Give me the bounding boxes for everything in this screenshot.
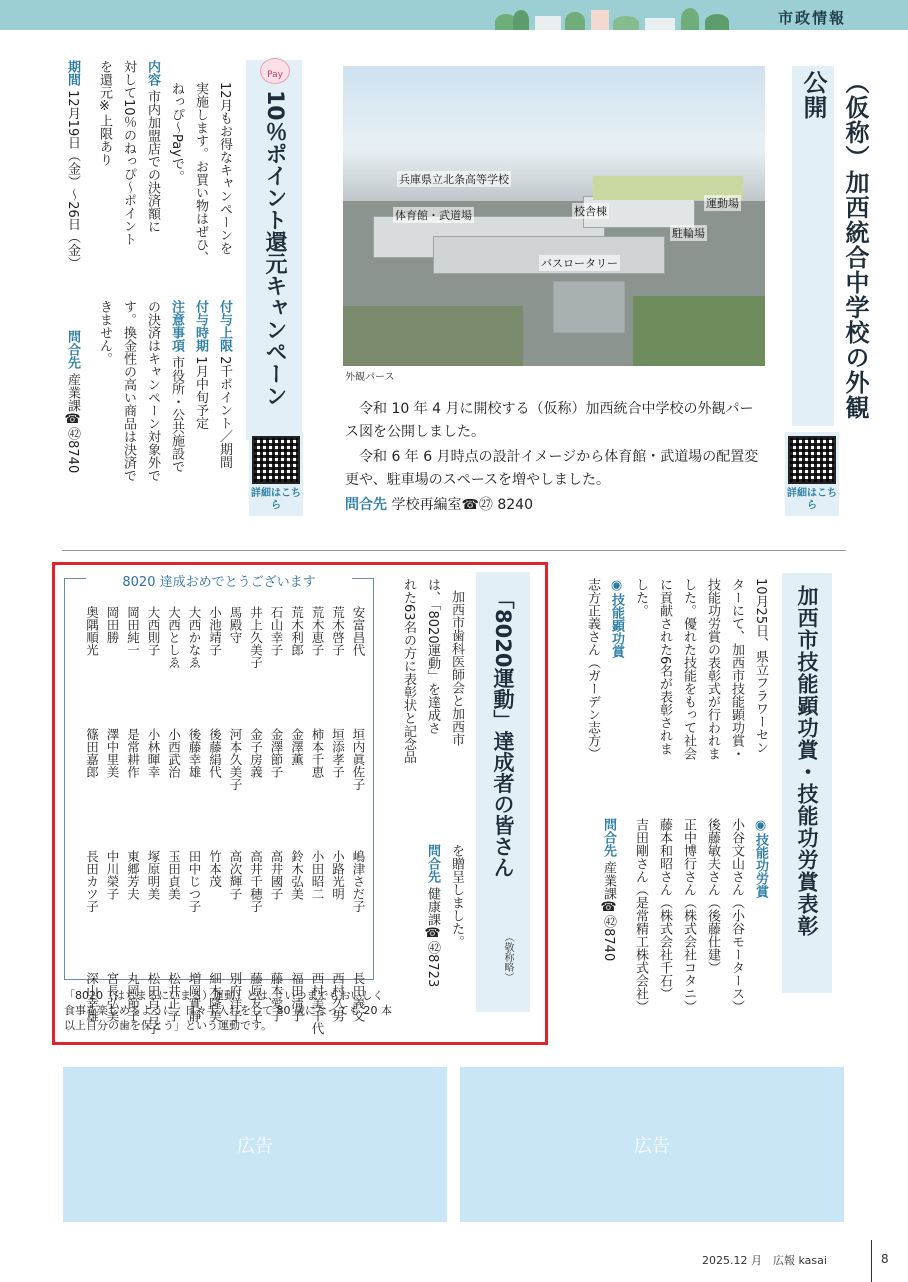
pay-timing-label: 付与時期: [193, 300, 208, 352]
ad-slot-right[interactable]: 広告: [460, 1067, 844, 1222]
school-qr-box: [785, 432, 839, 516]
pay-limit-text: 2千ポイント／期間: [217, 356, 232, 469]
honoree-name: 藤本愛子: [269, 972, 284, 1022]
photo-caption: 外観パース: [345, 372, 395, 383]
honoree-name: 奥隅順光: [84, 606, 100, 656]
award-kenko-1: 志方正義さん（ガーデン志方）: [585, 578, 600, 760]
footer-issue: 2025.12 月 広報 kasai: [702, 1254, 827, 1267]
pay-note-3: す。換金性の高い商品は決済で: [121, 300, 136, 482]
pay-limit: [214, 300, 234, 510]
honoree-name: 垣添孝子: [330, 728, 346, 778]
school-article-title-box: [792, 66, 869, 426]
campaign-8020-col4: を贈呈しました。: [449, 844, 464, 948]
pay-campaign-title-box: [246, 60, 302, 440]
award-inquiry-text: 産業課☎㊷8740: [601, 861, 616, 962]
award-inquiry-label: 問合先: [601, 818, 616, 857]
school-paragraph-2: [345, 446, 763, 492]
honoree-name: 中川榮子: [105, 850, 120, 900]
pay-text-col1: 12月もお得なキャンペーンを: [217, 82, 232, 255]
school-inquiry: [345, 494, 533, 517]
honoree-name: 玉田貞美: [166, 850, 182, 900]
honoree-name: 藤原友子: [248, 972, 264, 1022]
honoree-name: 安富昌代: [351, 606, 366, 656]
honoree-name: 後藤絹代: [207, 728, 223, 778]
award-inquiry: [598, 818, 618, 1048]
honoree-name: 大西則子: [146, 606, 161, 656]
pay-note-4: きません。: [97, 300, 112, 365]
honoree-name: 丸岡節子: [125, 972, 141, 1022]
award-text-col5: に貢献された6名が表彰されま: [657, 578, 672, 756]
honoree-name: 高次輝子: [228, 850, 243, 900]
pay-text-col3: ねっぴ～Payで。: [169, 82, 184, 183]
campaign-8020-title: 「8020運動」達成者の皆さん: [491, 588, 515, 878]
honoree-name: 澤中里美: [105, 728, 120, 778]
photo-label-classroom: 校舎棟: [574, 205, 607, 218]
award-koro-1: 小谷文山さん（小谷モータース）: [729, 818, 744, 1013]
section-divider: [62, 550, 846, 551]
pay-qr-box: [249, 432, 303, 516]
pay-note-2: の決済はキャンペーン対象外で: [145, 300, 160, 482]
honoree-name: 高井千穂子: [248, 850, 264, 913]
honoree-name: 垣内眞佐子: [351, 728, 366, 791]
honoree-name: 西村美千代: [310, 972, 325, 1035]
photo-label-gym: 体育館・武道場: [395, 209, 472, 222]
award-koro-2: 後藤敏夫さん（後藤仕建）: [705, 818, 720, 974]
pay-campaign-title: 10％ポイント還元キャンペーン: [262, 90, 287, 407]
honoree-name: 井上久美子: [248, 606, 264, 669]
school-qr-caption[interactable]: 詳細はこちら: [787, 488, 837, 511]
pay-text-col2: 実施します。お買い物はぜひ、: [193, 82, 208, 264]
honoree-name: 河本久美子: [228, 728, 243, 791]
pay-timing-text: 1月中旬予定: [193, 356, 208, 430]
honoree-name: 小路光明: [330, 850, 346, 900]
pay-text-col6: を還元※上限あり: [97, 60, 112, 166]
pay-period-label: 期間: [65, 60, 80, 86]
ad-slot-left[interactable]: 広告: [63, 1067, 447, 1222]
honoree-name: 松井正子: [166, 972, 182, 1022]
pay-note: [166, 300, 186, 520]
honoree-name: 金澤薫: [289, 728, 305, 766]
campaign-8020-inquiry-text: 健康課☎㊷8723: [425, 887, 440, 988]
award-kenko-label: ◉技能顕功賞: [609, 578, 624, 658]
pay-inquiry-text: 産業課☎㊷8740: [65, 373, 80, 474]
award-article-title-box: [782, 573, 832, 993]
honoree-name: 細木隆美: [207, 972, 223, 1022]
school-paragraph-1: [345, 398, 763, 444]
photo-label-field: 運動場: [706, 197, 739, 210]
honoree-name: 岡田勝: [105, 606, 120, 644]
honoree-name: 小西武治: [166, 728, 182, 778]
honoree-name: 西村久男: [330, 972, 346, 1022]
award-text-col1: 10月25日、県立フラワーセン: [753, 578, 768, 755]
pay-note-label: 注意事項: [169, 300, 184, 352]
photo-label-highschool: 兵庫県立北条高等学校: [399, 173, 509, 186]
honoree-name: 嶋津さだ子: [351, 850, 366, 913]
qr-code-icon[interactable]: [252, 436, 300, 484]
page-number: 8: [881, 1252, 889, 1266]
honoree-name: 高井國子: [269, 850, 284, 900]
pay-qr-caption[interactable]: 詳細はこちら: [251, 488, 301, 511]
photo-label-bus: バスロータリー: [541, 257, 618, 270]
section-tag: 市政情報: [777, 9, 846, 27]
honoree-name: 塚原明美: [146, 850, 161, 900]
award-text-col6: した。: [633, 578, 648, 617]
honoree-name: 小林暉幸: [146, 728, 161, 778]
campaign-8020-footnote: 「8020（はちまるにいまる）運動」とは、「いつまでもおいしく食事を楽しめるように、日々手入れをして 80 歳になっても 20 本以上自分の歯を保とう」という運動です。: [64, 989, 392, 1032]
header-band: [0, 0, 908, 30]
qr-code-icon[interactable]: [788, 436, 836, 484]
honoree-name: 後藤幸雄: [187, 728, 202, 778]
pay-limit-label: 付与上限: [217, 300, 232, 352]
pay-timing: [190, 300, 210, 510]
pay-text-col5: 対して10％のねっぴ～ポイント: [121, 60, 136, 246]
pay-logo-icon: Pay: [260, 58, 290, 84]
pay-period-text: 12月19日（金）～26日（金）: [65, 90, 80, 270]
award-koro-4: 藤本和昭さん（株式会社千石）: [657, 818, 672, 1000]
school-inquiry-text: 学校再編室☎㉗ 8240: [391, 497, 533, 513]
campaign-8020-col2: は、「8020運動」を達成さ: [425, 578, 440, 735]
campaign-8020-col1: 加西市歯科医師会と加西市: [449, 590, 464, 746]
award-text-col4: した。優れた技能をもって社会: [681, 578, 696, 760]
school-paragraph-1-text: 令和 10 年 4 月に開校する（仮称）加西統合中学校の外観パース図を公開しました。: [345, 401, 754, 440]
campaign-8020-inquiry-label: 問合先: [425, 844, 440, 883]
pay-content-label: 内容: [145, 60, 160, 86]
honoree-name: 柿本千恵: [310, 728, 325, 778]
pay-period: [62, 60, 82, 360]
award-text-col3: 技能功労賞の表彰式が行われま: [705, 578, 720, 760]
school-inquiry-label: 問合先: [345, 497, 387, 513]
photo-label-bicycle: 駐輪場: [672, 227, 705, 240]
honoree-name: 別府洋子: [228, 972, 243, 1022]
honoree-name: 松田百合子: [146, 972, 161, 1035]
honoree-name: 小池靖子: [207, 606, 223, 656]
honoree-name: 荒木啓子: [330, 606, 346, 656]
honoree-name: 荒木恵子: [310, 606, 325, 656]
honoree-name: 長田カツ子: [84, 850, 100, 913]
honoree-name: 金子房義: [248, 728, 264, 778]
honoree-name: 大西としゑ: [166, 606, 182, 669]
award-koro-label: ◉技能功労賞: [753, 818, 768, 898]
honoree-name: 長田義文: [351, 972, 366, 1022]
school-article-title: （仮称）加西統合中学校の外観公開: [799, 70, 869, 420]
pay-note-1: 市役所・公共施設で: [169, 356, 184, 474]
campaign-8020-col3: れた63名の方に表彰状と記念品: [401, 578, 416, 764]
honoree-name: 深山幸雄: [84, 972, 100, 1022]
honoree-name: 福田清子: [289, 972, 305, 1022]
honoree-name: 田中じつ子: [187, 850, 202, 913]
award-article-title: 加西市技能顕功賞・技能功労賞表彰: [795, 585, 819, 937]
honoree-name: 宮長弘美: [105, 972, 120, 1022]
honoree-name: 馬殿守: [228, 606, 243, 644]
campaign-8020-honorific: （敬称略）: [502, 932, 513, 982]
honoree-name: 小田昭二: [310, 850, 325, 900]
honoree-name: 竹本茂: [207, 850, 223, 888]
award-text-col2: ターにて、加西市技能顕功賞・: [729, 578, 744, 760]
school-paragraph-2-text: 令和 6 年 6 月時点の設計イメージから体育館・武道場の配置変更や、駐車場のスペースを増やしました。: [345, 449, 759, 488]
honoree-name: 大西かなゑ: [187, 606, 202, 669]
award-koro-3: 正中博行さん（株式会社コタニ）: [681, 818, 696, 1013]
honoree-name: 是常耕作: [125, 728, 141, 778]
school-exterior-image: [343, 66, 765, 366]
honoree-name: 増岡實靜: [187, 972, 202, 1022]
footer-divider: [871, 1240, 872, 1282]
honoree-name: 東郷芳夫: [125, 850, 141, 900]
names-heading: 8020 達成おめでとうございます: [86, 574, 352, 592]
honoree-name: 荒木利郎: [289, 606, 305, 656]
award-koro-5: 吉田剛さん（是常精工株式会社）: [633, 818, 648, 1013]
header-illustration: [495, 0, 745, 30]
honoree-name: 鈴木弘美: [289, 850, 305, 900]
honoree-name: 金澤節子: [269, 728, 284, 778]
honoree-name: 石山幸子: [269, 606, 284, 656]
pay-inquiry: [62, 330, 82, 520]
honoree-name: 篠田嘉郎: [84, 728, 100, 778]
pay-inquiry-label: 問合先: [65, 330, 80, 369]
honoree-name: 岡田純一: [125, 606, 141, 656]
campaign-8020-inquiry: [422, 844, 442, 1004]
pay-content-text: 市内加盟店での決済額に: [145, 90, 160, 234]
